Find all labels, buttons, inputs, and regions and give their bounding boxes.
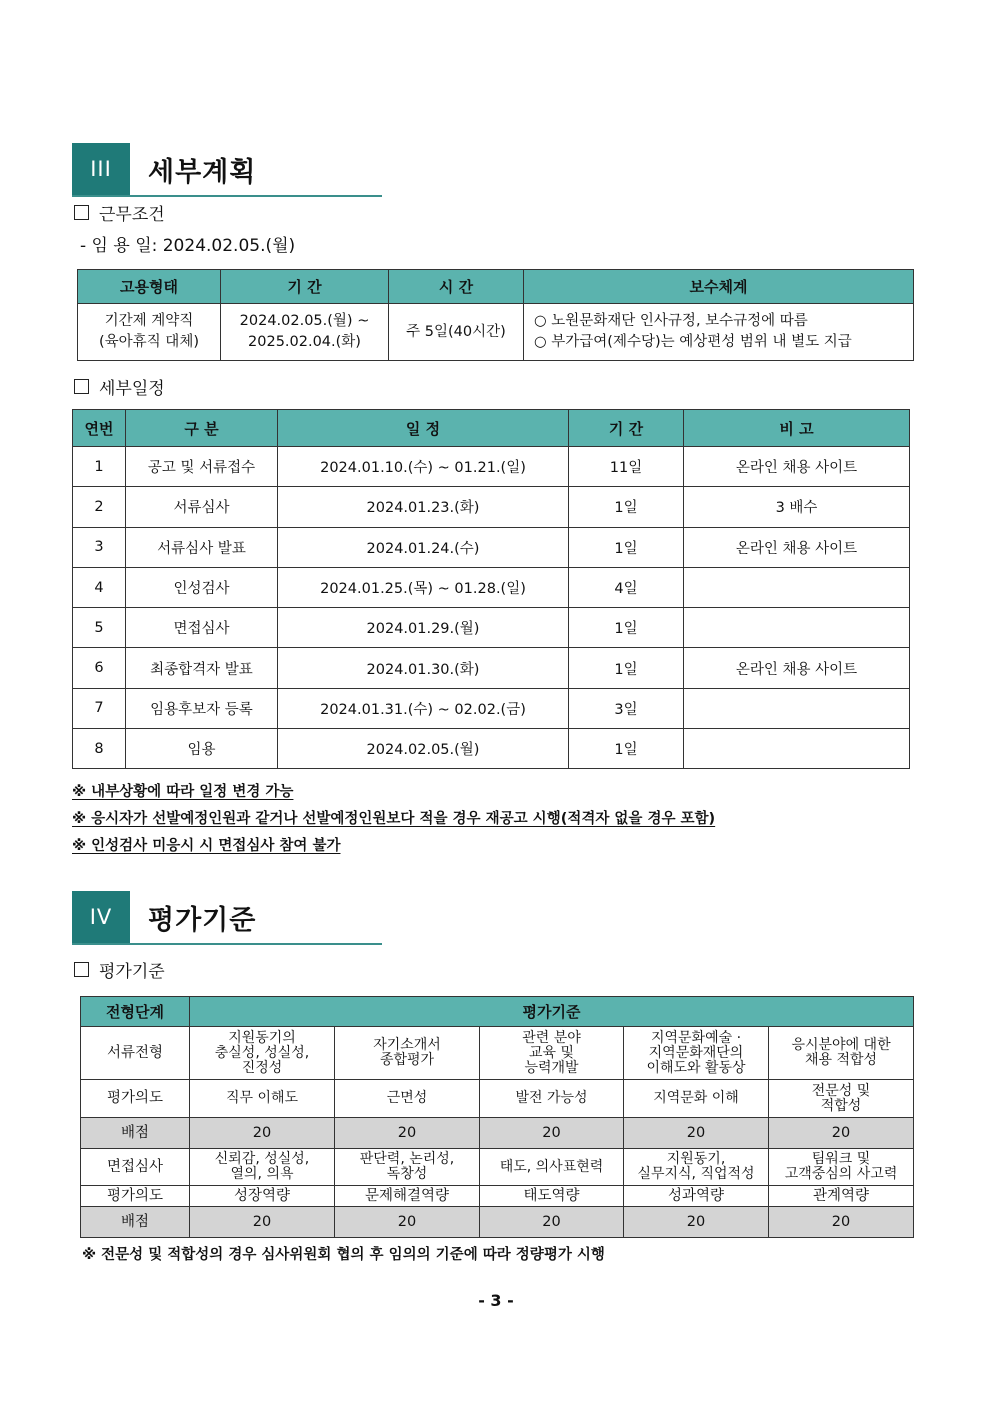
work-conditions-label: 근무조건: [99, 204, 165, 225]
doc-criteria-row-cell: 지역문화예술 · 지역문화재단의 이해도와 활동상: [624, 1027, 769, 1080]
doc-score-row-cell: 20: [480, 1118, 624, 1149]
doc-score-row-cell: 20: [335, 1118, 480, 1149]
schedule-note-1: ※ 내부상황에 따라 일정 변경 가능: [72, 784, 294, 800]
interview-score-row-cell: 20: [769, 1207, 914, 1238]
interview-intent-row-cell: 태도역량: [480, 1186, 624, 1207]
doc-intent-row-cell: 발전 가능성: [480, 1080, 624, 1118]
table-row: [73, 567, 910, 607]
interview-intent-row-cell: 성장역량: [190, 1186, 335, 1207]
schedule-cell-note: [684, 608, 910, 648]
schedule-cell-note: 온라인 채용 사이트: [684, 527, 910, 567]
work-conditions-table: [77, 269, 914, 361]
doc-criteria-row-cell: 응시분야에 대한 채용 적합성: [769, 1027, 914, 1080]
schedule-cell-days: 1일: [569, 729, 684, 769]
schedule-cell-date: 2024.01.29.(월): [278, 608, 569, 648]
schedule-cell-date: 2024.01.31.(수) ~ 02.02.(금): [278, 688, 569, 728]
section-3-title: 세부계획: [148, 156, 257, 188]
work-conditions-heading: [74, 200, 165, 224]
interview-intent-row: [81, 1186, 914, 1207]
schedule-cell-no: 5: [73, 608, 126, 648]
doc-intent-row: [81, 1080, 914, 1118]
interview-intent-row-label: 평가의도: [81, 1186, 190, 1207]
hours-cell: 주 5일(40시간): [389, 304, 524, 361]
schedule-note-3: ※ 인성검사 미응시 시 면접심사 참여 불가: [72, 838, 341, 854]
interview-score-row-cell: 20: [480, 1207, 624, 1238]
schedule-cell-date: 2024.01.30.(화): [278, 648, 569, 688]
doc-score-row-cell: 20: [190, 1118, 335, 1149]
table-row: [73, 447, 910, 487]
schedule-cell-note: [684, 688, 910, 728]
schedule-cell-no: 3: [73, 527, 126, 567]
doc-intent-row-cell: 지역문화 이해: [624, 1080, 769, 1118]
schedule-cell-days: 3일: [569, 688, 684, 728]
interview-criteria-row-cell: 태도, 의사표현력: [480, 1149, 624, 1186]
interview-score-row-cell: 20: [335, 1207, 480, 1238]
schedule-label: 세부일정: [99, 378, 165, 399]
interview-score-row-cell: 20: [624, 1207, 769, 1238]
schedule-cell-item: 인성검사: [126, 567, 278, 607]
header-duration: 기 간: [569, 410, 684, 447]
schedule-cell-no: 8: [73, 729, 126, 769]
checkbox-square-icon: [74, 379, 89, 394]
evaluation-label: 평가기준: [99, 961, 165, 982]
section-4-number: IV: [72, 891, 130, 943]
schedule-cell-note: [684, 567, 910, 607]
interview-criteria-row-label: 면접심사: [81, 1149, 190, 1186]
interview-score-row-cell: 20: [190, 1207, 335, 1238]
schedule-table: [72, 409, 910, 769]
schedule-cell-date: 2024.01.10.(수) ~ 01.21.(일): [278, 447, 569, 487]
section-3-number: III: [72, 143, 130, 195]
schedule-cell-item: 최종합격자 발표: [126, 648, 278, 688]
page-number: - 3 -: [478, 1291, 514, 1310]
doc-score-row-cell: 20: [769, 1118, 914, 1149]
schedule-cell-no: 6: [73, 648, 126, 688]
header-no: 연번: [73, 410, 126, 447]
interview-intent-row-cell: 성과역량: [624, 1186, 769, 1207]
schedule-cell-note: 3 배수: [684, 487, 910, 527]
schedule-cell-date: 2024.01.23.(화): [278, 487, 569, 527]
evaluation-table: [80, 996, 914, 1238]
schedule-cell-days: 1일: [569, 487, 684, 527]
header-period: 기 간: [221, 270, 389, 304]
pay-cell: ○ 노원문화재단 인사규정, 보수규정에 따름 ○ 부가급여(제수당)는 예상편성 범위 내 별도 지급: [524, 304, 914, 361]
schedule-cell-note: 온라인 채용 사이트: [684, 648, 910, 688]
header-date: 일 정: [278, 410, 569, 447]
table-row: [73, 608, 910, 648]
period-cell: 2024.02.05.(월) ~ 2025.02.04.(화): [221, 304, 389, 361]
schedule-cell-no: 7: [73, 688, 126, 728]
doc-criteria-row-cell: 자기소개서 종합평가: [335, 1027, 480, 1080]
doc-intent-row-cell: 전문성 및 적합성: [769, 1080, 914, 1118]
doc-score-row-cell: 20: [624, 1118, 769, 1149]
schedule-heading: [74, 374, 165, 398]
doc-score-row-label: 배점: [81, 1118, 190, 1149]
schedule-cell-days: 4일: [569, 567, 684, 607]
checkbox-square-icon: [74, 205, 89, 220]
doc-criteria-row-cell: 지원동기의 충실성, 성실성, 진정성: [190, 1027, 335, 1080]
header-category: 구 분: [126, 410, 278, 447]
evaluation-note: ※ 전문성 및 적합성의 경우 심사위원회 협의 후 임의의 기준에 따라 정량평가 시행: [82, 1247, 605, 1263]
schedule-cell-no: 4: [73, 567, 126, 607]
schedule-cell-days: 1일: [569, 608, 684, 648]
schedule-cell-date: 2024.01.24.(수): [278, 527, 569, 567]
schedule-cell-no: 1: [73, 447, 126, 487]
table-row: [73, 487, 910, 527]
interview-intent-row-cell: 관계역량: [769, 1186, 914, 1207]
interview-criteria-row-cell: 팀워크 및 고객중심의 사고력: [769, 1149, 914, 1186]
schedule-cell-days: 11일: [569, 447, 684, 487]
doc-criteria-row: [81, 1027, 914, 1080]
table-row: [73, 729, 910, 769]
evaluation-heading: [74, 957, 165, 981]
interview-criteria-row-cell: 신뢰감, 성실성, 열의, 의욕: [190, 1149, 335, 1186]
schedule-cell-date: 2024.01.25.(목) ~ 01.28.(일): [278, 567, 569, 607]
interview-intent-row-cell: 문제해결역량: [335, 1186, 480, 1207]
section-4-title: 평가기준: [148, 904, 257, 936]
checkbox-square-icon: [74, 962, 89, 977]
doc-intent-row-cell: 직무 이해도: [190, 1080, 335, 1118]
header-employment-type: 고용형태: [78, 270, 221, 304]
header-criteria: 평가기준: [190, 997, 914, 1027]
schedule-cell-days: 1일: [569, 648, 684, 688]
table-row: [73, 527, 910, 567]
header-stage: 전형단계: [81, 997, 190, 1027]
doc-criteria-row-cell: 관련 분야 교육 및 능력개발: [480, 1027, 624, 1080]
schedule-cell-note: [684, 729, 910, 769]
doc-criteria-row-label: 서류전형: [81, 1027, 190, 1080]
section-3-header: [72, 143, 382, 197]
schedule-cell-days: 1일: [569, 527, 684, 567]
table-row: [73, 648, 910, 688]
section-4-header: [72, 891, 382, 945]
schedule-cell-item: 서류심사: [126, 487, 278, 527]
schedule-cell-note: 온라인 채용 사이트: [684, 447, 910, 487]
interview-criteria-row-cell: 판단력, 논리성, 독창성: [335, 1149, 480, 1186]
schedule-cell-item: 임용: [126, 729, 278, 769]
interview-score-row: [81, 1207, 914, 1238]
appointment-date: - 임 용 일: 2024.02.05.(월): [80, 235, 296, 256]
employment-type-cell: 기간제 계약직 (육아휴직 대체): [78, 304, 221, 361]
schedule-cell-item: 공고 및 서류접수: [126, 447, 278, 487]
schedule-note-2: ※ 응시자가 선발예정인원과 같거나 선발예정인원보다 적을 경우 재공고 시행(적격자 없을 경우 포함): [72, 811, 716, 827]
schedule-cell-item: 서류심사 발표: [126, 527, 278, 567]
interview-criteria-row: [81, 1149, 914, 1186]
doc-intent-row-label: 평가의도: [81, 1080, 190, 1118]
schedule-cell-item: 면접심사: [126, 608, 278, 648]
table-row: [73, 688, 910, 728]
header-pay: 보수체계: [524, 270, 914, 304]
table-row: [78, 304, 914, 361]
interview-score-row-label: 배점: [81, 1207, 190, 1238]
header-remarks: 비 고: [684, 410, 910, 447]
schedule-cell-item: 임용후보자 등록: [126, 688, 278, 728]
schedule-cell-date: 2024.02.05.(월): [278, 729, 569, 769]
schedule-cell-no: 2: [73, 487, 126, 527]
header-hours: 시 간: [389, 270, 524, 304]
doc-score-row: [81, 1118, 914, 1149]
doc-intent-row-cell: 근면성: [335, 1080, 480, 1118]
interview-criteria-row-cell: 지원동기, 실무지식, 직업적성: [624, 1149, 769, 1186]
